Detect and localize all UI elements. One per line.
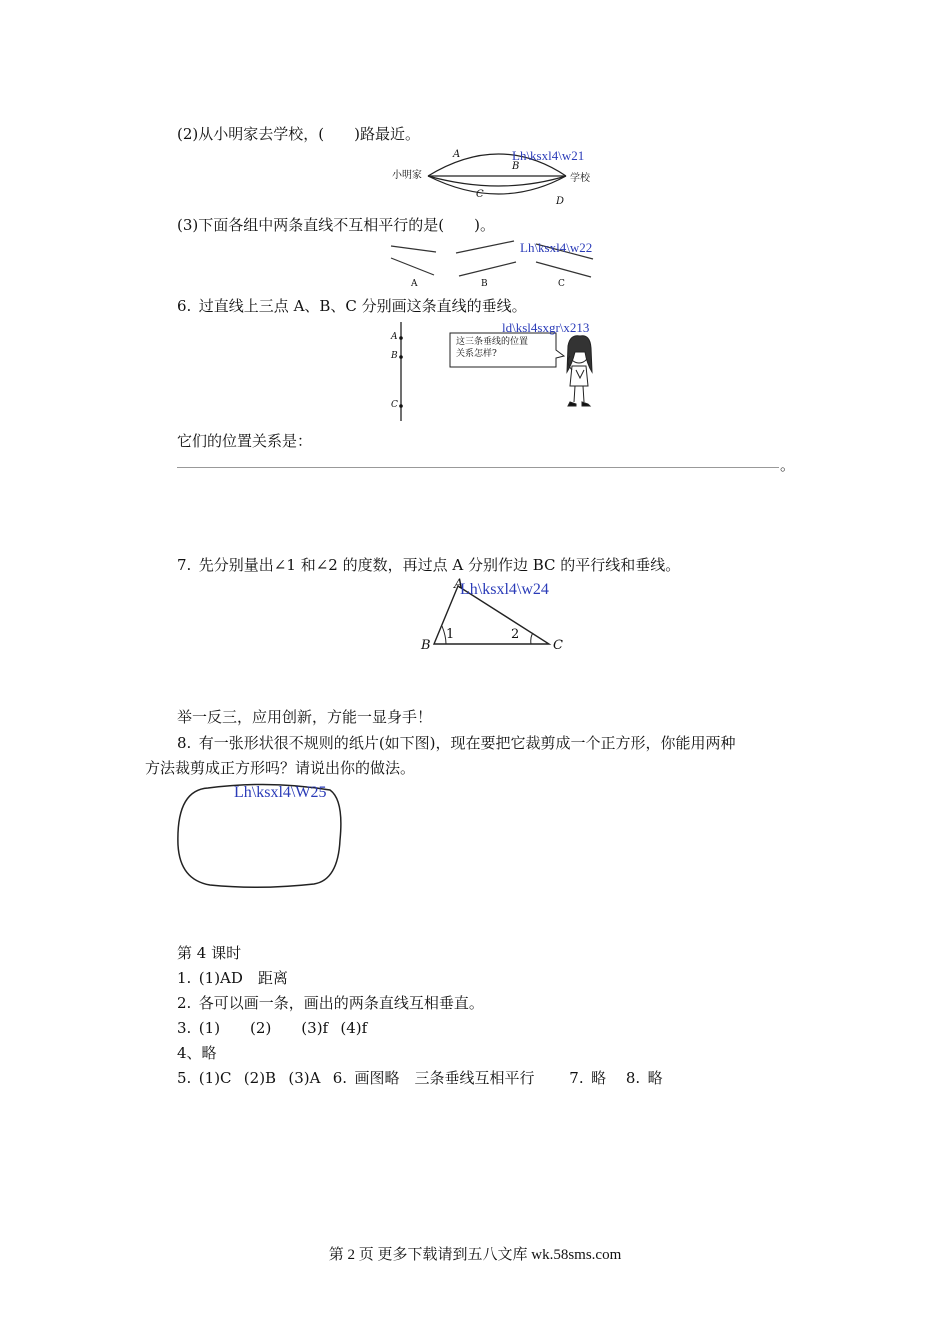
vertex-b-label: B <box>421 638 431 653</box>
route-b-label: B <box>512 161 520 172</box>
vertex-a-label: A <box>454 577 464 592</box>
pair-b-label: B <box>481 279 488 289</box>
figure-code-w22: Lh\ksxl4\w22 <box>520 240 593 255</box>
pair-c-label: C <box>558 279 565 289</box>
q8-line1: 8. 有一张形状很不规则的纸片(如下图)，现在要把它裁剪成一个正方形，你能用两种 <box>177 734 736 752</box>
answer-line-3: 3. (1) (2) (3)f (4)f <box>177 1019 368 1037</box>
q5-part3-text: (3)下面各组中两条直线不互相平行的是( )。 <box>177 216 495 234</box>
school-label: 学校 <box>570 173 590 184</box>
q6-text: 6. 过直线上三点 A、B、C 分别画这条直线的垂线。 <box>177 297 527 315</box>
q5-part2-text: (2)从小明家去学校，( )路最近。 <box>177 125 420 143</box>
bubble-line2: 关系怎样? <box>456 349 497 359</box>
vertex-c-label: C <box>553 638 563 653</box>
figure-code-w24: Lh\ksxl4\w24 <box>460 581 549 598</box>
q6-relation-label: 它们的位置关系是： <box>177 432 313 450</box>
point-c-label: C <box>391 400 398 410</box>
answers-title: 第 4 课时 <box>177 944 242 962</box>
route-d-label: D <box>556 196 565 207</box>
q8-line2: 方法裁剪成正方形吗？请说出你的做法。 <box>145 759 416 777</box>
answer-line-period: 。 <box>780 456 796 474</box>
route-a-label: A <box>453 149 461 160</box>
answer-line-4: 4、略 <box>177 1044 217 1062</box>
figure-code-x213: ld\ksl4sxgr\x213 <box>502 320 590 335</box>
point-a-label: A <box>391 332 398 342</box>
figure-code-w25: Lh\ksxl4\W25 <box>234 784 327 801</box>
answer-line-5: 5. (1)C (2)B (3)A 6. 画图略 三条垂线互相平行 7. 略 8. 略 <box>177 1069 663 1087</box>
section-heading: 举一反三，应用创新，方能一显身手！ <box>177 708 433 726</box>
answer-line-2: 2. 各可以画一条，画出的两条直线互相垂直。 <box>177 994 484 1012</box>
figure-code-w21: Lh\ksxl4\w21 <box>512 148 585 163</box>
answer-line-1: 1. (1)AD 距离 <box>177 969 288 987</box>
angle1-label: 1 <box>446 627 455 642</box>
bubble-line1: 这三条垂线的位置 <box>456 337 529 347</box>
route-c-label: C <box>476 189 484 200</box>
pair-a-label: A <box>411 279 418 289</box>
page-footer: 第 2 页 更多下载请到五八文库 wk.58sms.com <box>328 1247 622 1263</box>
angle2-label: 2 <box>511 627 520 642</box>
point-b-label: B <box>391 351 398 361</box>
q7-text: 7. 先分别量出∠1 和∠2 的度数，再过点 A 分别作边 BC 的平行线和垂线。 <box>177 556 681 574</box>
home-label: 小明家 <box>392 170 422 181</box>
